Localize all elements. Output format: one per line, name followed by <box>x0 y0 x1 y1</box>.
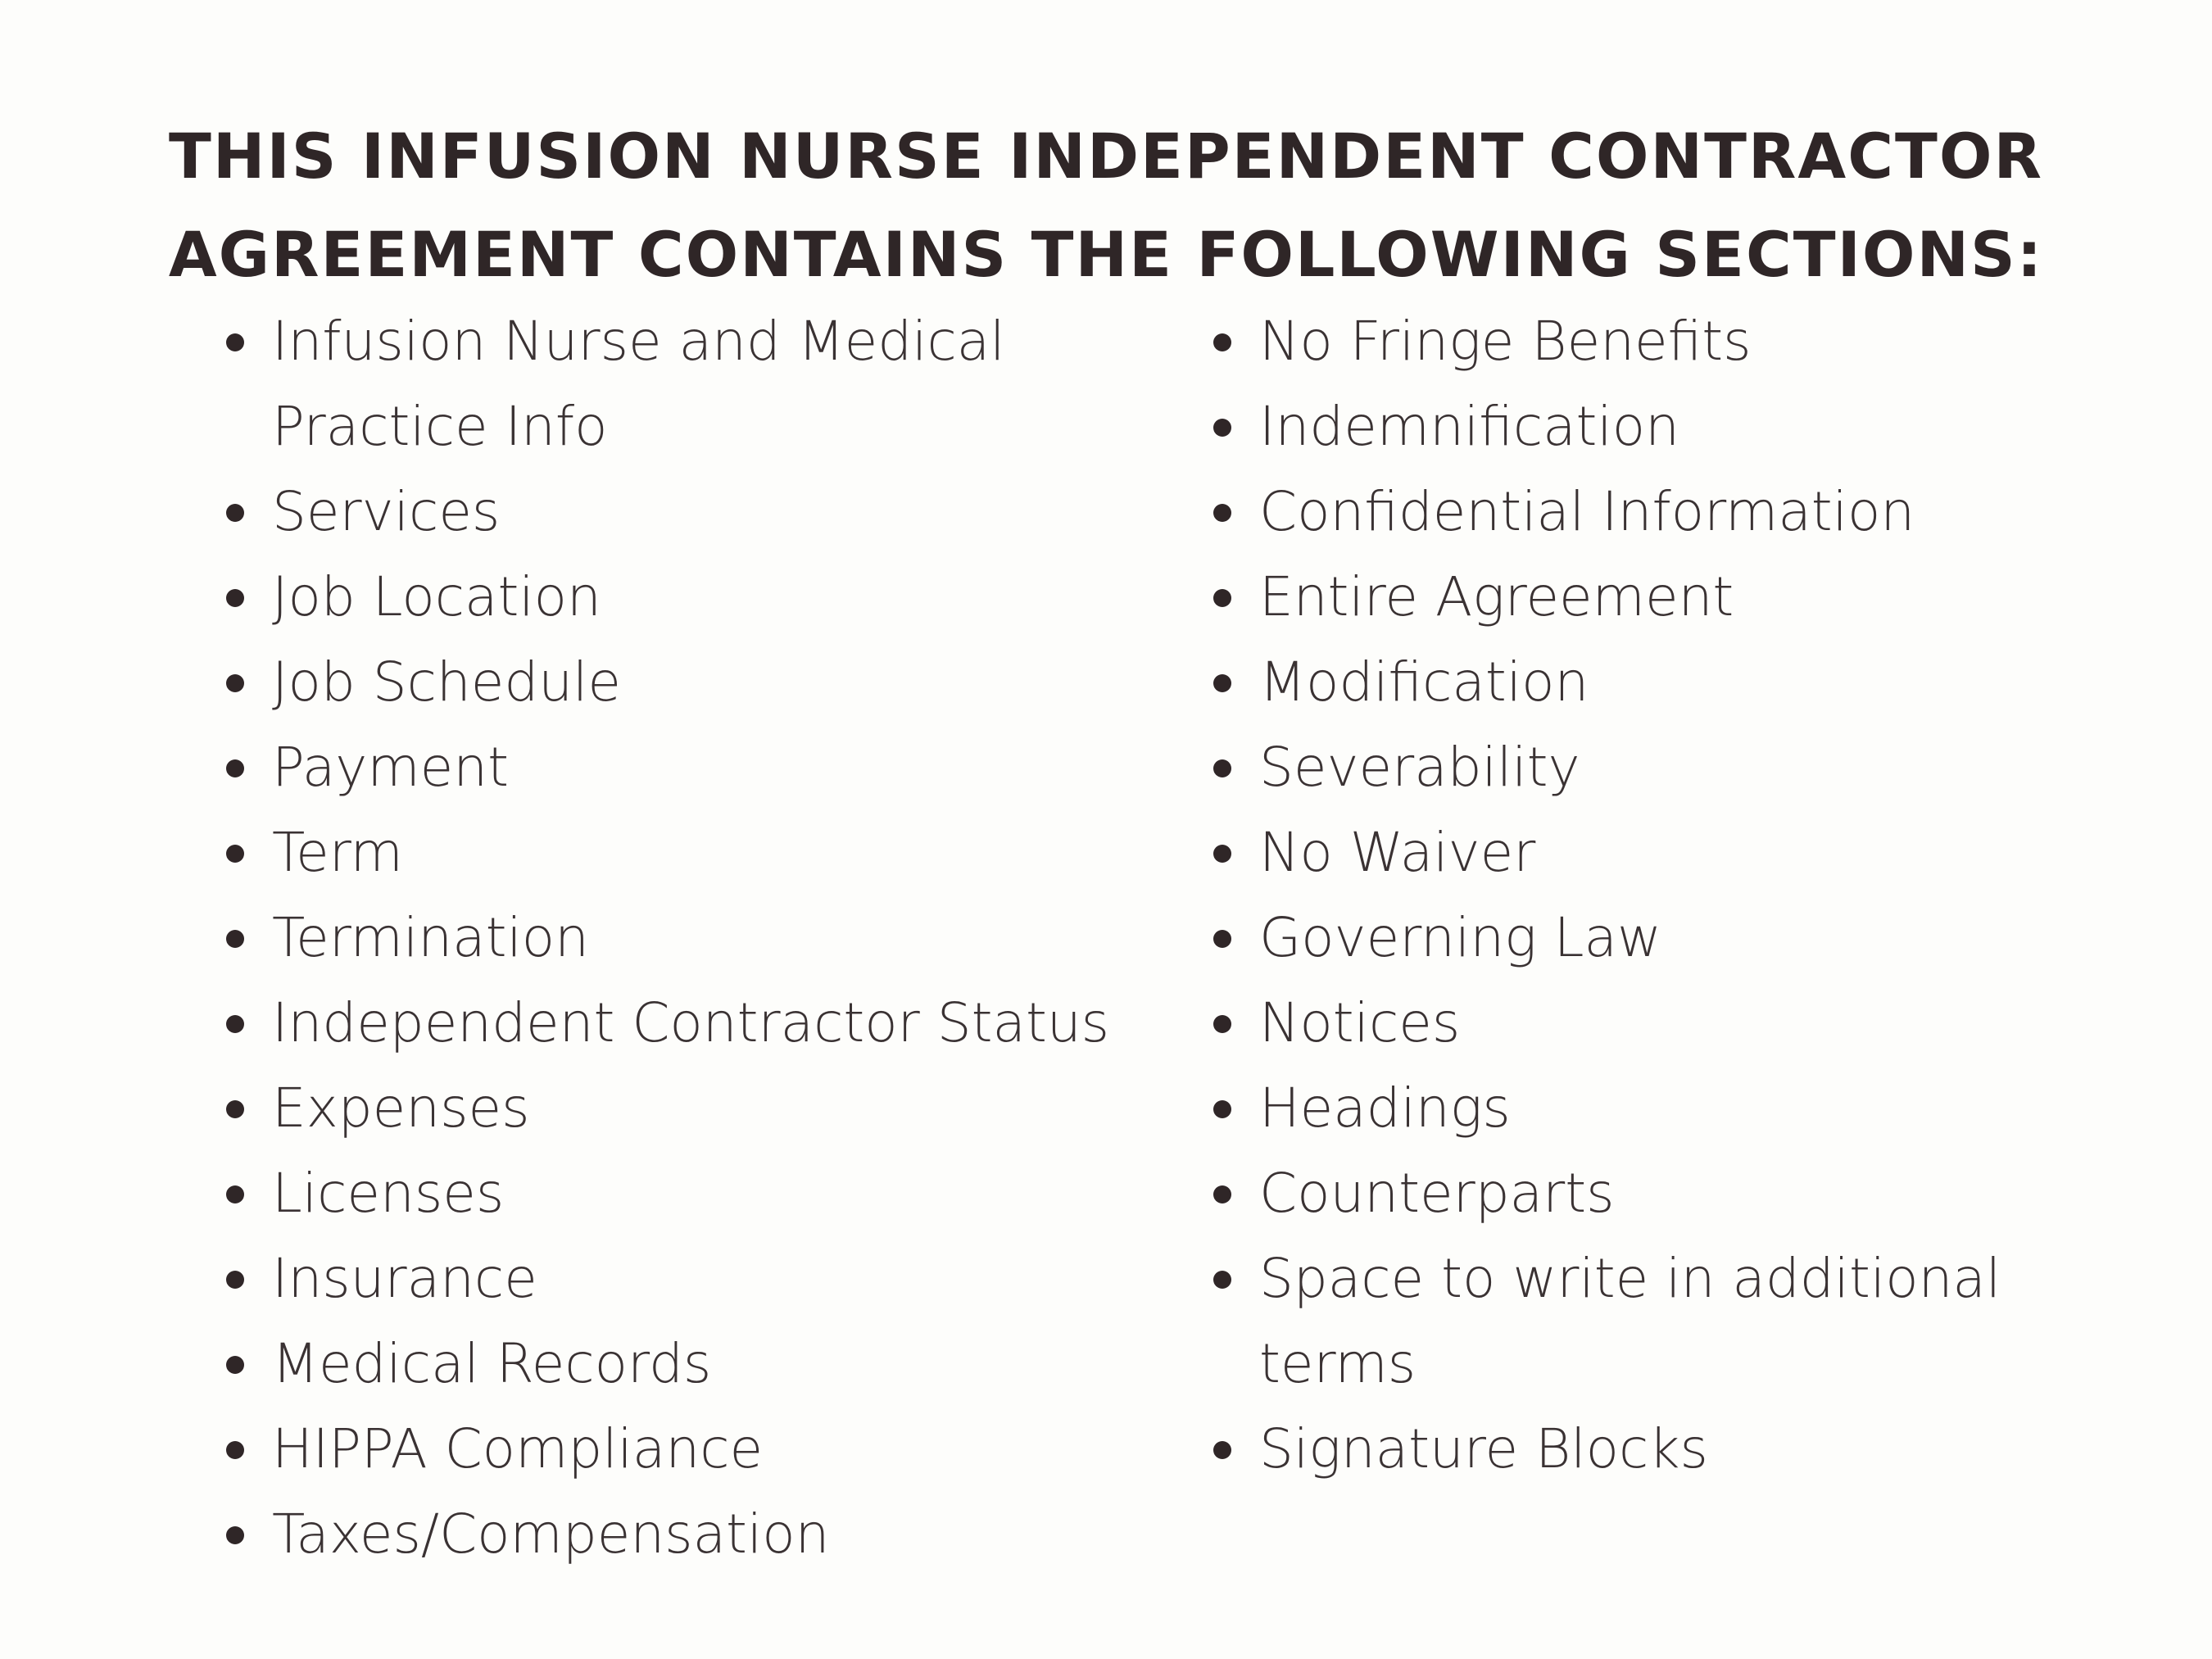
list-item-label: Modification <box>1259 650 1589 714</box>
bullet-icon <box>226 759 244 777</box>
list-item-label: Space to write in additional terms <box>1259 1247 2001 1395</box>
list-item <box>221 1492 1172 1577</box>
bullet-icon <box>226 333 244 351</box>
list-item <box>221 1407 1172 1492</box>
list-item-label: Term <box>272 821 403 884</box>
bullet-icon <box>1213 845 1231 863</box>
list-item <box>1208 1151 2110 1236</box>
list-item-label: Services <box>272 480 501 543</box>
bullet-icon <box>1213 1271 1231 1289</box>
list-item <box>1208 810 2110 895</box>
bullet-icon <box>1213 504 1231 522</box>
list-item <box>1208 384 2110 469</box>
list-item-label: Counterparts <box>1259 1162 1615 1225</box>
list-item <box>1208 1407 2110 1492</box>
bullet-icon <box>226 845 244 863</box>
list-item-label: Indemnification <box>1259 395 1679 458</box>
list-item <box>221 981 1172 1066</box>
list-item-label: Confidential Information <box>1259 480 1915 543</box>
list-item-label: Taxes/Compensation <box>272 1503 830 1566</box>
list-item <box>1208 895 2110 981</box>
list-item-label: Entire Agreement <box>1259 565 1734 628</box>
bullet-icon <box>1213 419 1231 437</box>
list-item <box>1208 981 2110 1066</box>
bullet-icon <box>1213 930 1231 948</box>
list-item <box>1208 469 2110 555</box>
list-item <box>1208 1236 2110 1407</box>
list-item-label: Signature Blocks <box>1259 1417 1708 1480</box>
list-item-label: Expenses <box>272 1077 530 1140</box>
list-item <box>221 1236 1172 1321</box>
bullet-icon <box>1213 333 1231 351</box>
list-item-label: Job Schedule <box>272 650 622 714</box>
bullet-icon <box>1213 759 1231 777</box>
list-item <box>221 555 1172 640</box>
list-item <box>1208 725 2110 810</box>
list-item <box>221 1151 1172 1236</box>
bullet-icon <box>226 1100 244 1118</box>
list-item-label: Termination <box>272 906 590 969</box>
list-item-label: No Waiver <box>1259 821 1536 884</box>
list-item-label: Headings <box>1259 1077 1511 1140</box>
bullet-icon <box>226 1185 244 1203</box>
list-item <box>221 1066 1172 1151</box>
bullet-icon <box>226 1015 244 1033</box>
list-item-label: Insurance <box>272 1247 537 1310</box>
bullet-icon <box>226 674 244 692</box>
list-item-label: Severability <box>1259 736 1580 799</box>
title-line-2: AGREEMENT CONTAINS THE FOLLOWING SECTIONS: <box>168 217 2044 291</box>
list-item-label: Notices <box>1259 991 1461 1054</box>
page-title <box>0 107 2212 304</box>
list-item <box>221 640 1172 725</box>
list-item <box>1208 299 2110 384</box>
bullet-icon <box>1213 1185 1231 1203</box>
bullet-icon <box>226 1526 244 1544</box>
list-item-label: Governing Law <box>1259 906 1661 969</box>
list-item <box>221 469 1172 555</box>
sections-list-left <box>221 299 1172 1577</box>
bullet-icon <box>1213 589 1231 607</box>
bullet-icon <box>1213 1441 1231 1459</box>
list-item-label: Job Location <box>272 565 601 628</box>
list-item <box>221 810 1172 895</box>
list-item <box>221 895 1172 981</box>
list-item-label: Licenses <box>272 1162 505 1225</box>
list-item <box>221 299 1172 469</box>
sections-list-right <box>1208 299 2110 1492</box>
bullet-icon <box>226 504 244 522</box>
list-item-label: HIPPA Compliance <box>272 1417 764 1480</box>
bullet-icon <box>1213 674 1231 692</box>
bullet-icon <box>226 589 244 607</box>
list-item-label: Medical Records <box>272 1332 712 1395</box>
list-item <box>1208 640 2110 725</box>
list-item <box>1208 555 2110 640</box>
bullet-icon <box>226 1356 244 1374</box>
bullet-icon <box>1213 1015 1231 1033</box>
bullet-icon <box>1213 1100 1231 1118</box>
bullet-icon <box>226 930 244 948</box>
list-item <box>1208 1066 2110 1151</box>
list-item-label: Independent Contractor Status <box>272 991 1110 1054</box>
list-item <box>221 1321 1172 1407</box>
list-item-label: Infusion Nurse and Medical Practice Info <box>272 310 1005 458</box>
list-item-label: No Fringe Benefits <box>1259 310 1752 373</box>
title-line-1: THIS INFUSION NURSE INDEPENDENT CONTRACTOR <box>169 119 2043 193</box>
bullet-icon <box>226 1271 244 1289</box>
list-item-label: Payment <box>272 736 509 799</box>
bullet-icon <box>226 1441 244 1459</box>
list-item <box>221 725 1172 810</box>
